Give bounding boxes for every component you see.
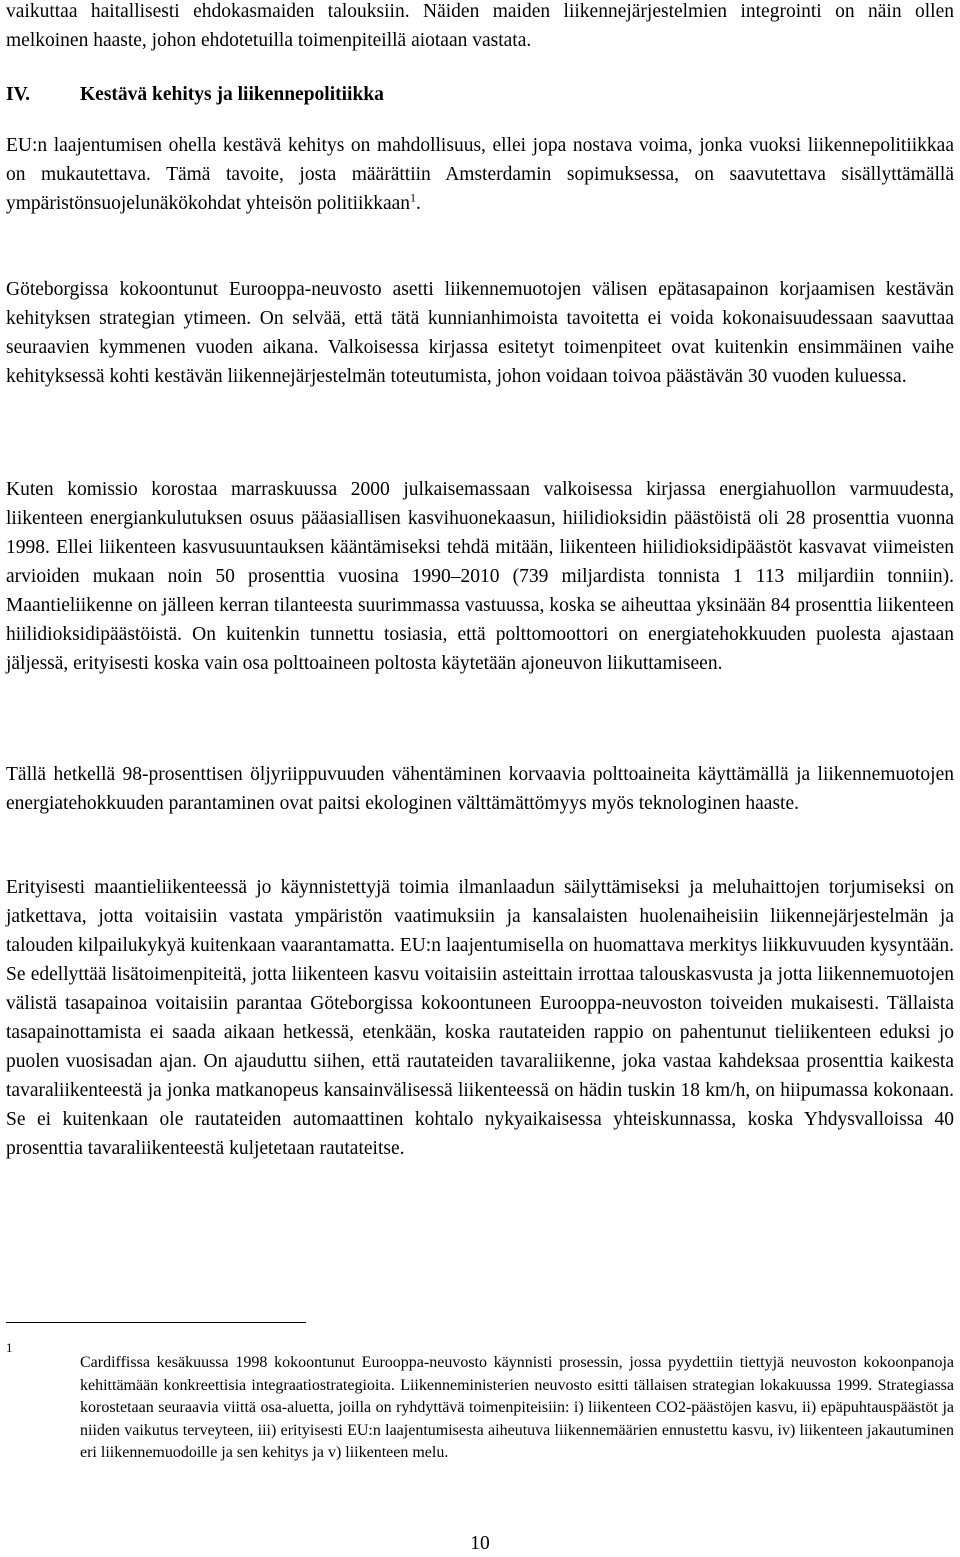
footnote-divider — [6, 1322, 306, 1323]
footnote-text: Cardiffissa kesäkuussa 1998 kokoontunut Eurooppa-neuvosto käynnisti prosessin, jossa pyydettiin tiettyjä neuvoston kokoonpanoja kehittämään konkreettisia integraatiostrategioita. Liikenneministerien neuvosto esitti tällaisen strategian lokakuussa 1999. Strategiassa korostetaan seuraavia viittä osa-aluetta, joilla on ryhdyttävä toimenpiteisiin: i) liikenteen CO2-päästöjen kasvu, ii) epäpuhtauspäästöt ja niiden vaikutus terveyteen, iii) erityisesti EU:n laajentumisesta aiheutuva liikennemäärien ennustettu kasvu, iv) liikenteen jakautuminen eri liikennemuodoille ja sen kehitys ja v) liikenteen melu. — [80, 1354, 954, 1461]
section-heading — [6, 80, 954, 109]
paragraph: Erityisesti maantieliikenteessä jo käynnistettyjä toimia ilmanlaadun säilyttämiseksi ja meluhaittojen torjumiseksi on jatkettava, jotta voitaisiin vastata ympäristön vaatimuksiin ja kansalaisten huolenaiheisiin liikennejärjestelmän ja talouden kilpailukykyä kuitenkaan vaarantamatta. EU:n laajentumisella on huomattava merkitys liikkuvuuden kysyntään. Se edellyttää lisätoimenpiteitä, jotta liikenteen kasvu voitaisiin asteittain irrottaa talouskasvusta ja jotta liikennemuotojen välistä tasapainoa voitaisiin parantaa Göteborgissa kokoontuneen Eurooppa-neuvoston toiveiden mukaisesti. Tällaista tasapainottamista ei saada aikaan hetkessä, etenkään, koska rautateiden rappio on pahentunut tieliikenteen eduksi jo puolen vuosisadan ajan. On ajauduttu siihen, että rautateiden tavaraliikenne, joka vastaa kahdeksaa prosenttia kaikesta tavaraliikenteestä ja jonka matkanopeus kansainvälisessä liikenteessä on hädin tuskin 18 km/h, on hiipumassa kokonaan. Se ei kuitenkaan ole rautateiden automaattinen kohtalo nykyaikaisessa yhteiskunnassa, koska Yhdysvalloissa 40 prosenttia tavaraliikenteestä kuljetetaan rautateitse. — [6, 877, 954, 1159]
paragraph-trailer: . — [416, 193, 421, 214]
paragraph: Göteborgissa kokoontunut Eurooppa-neuvosto asetti liikennemuotojen välisen epätasapainon korjaamisen kestävän kehityksen strategian ytimeen. On selvää, että tätä kunnianhimoista tavoitetta ei voida kokonaisuudessaan saavuttaa seuraavien kymmenen vuoden aikana. Valkoisessa kirjassa esitetyt toimenpiteet ovat kuitenkin ensimmäinen vaihe kehityksessä kohti kestävän liikennejärjestelmän toteutumista, johon voidaan toivoa päästävän 30 vuoden kuluessa. — [6, 279, 954, 387]
footnote-reference[interactable]: 1 — [410, 190, 417, 205]
footnote-number: 1 — [6, 1340, 13, 1355]
paragraph — [6, 131, 954, 218]
page-number: 10 — [470, 1533, 490, 1554]
paragraph-continued: vaikuttaa haitallisesti ehdokasmaiden talouksiin. Näiden maiden liikennejärjestelmien integrointi on näin ollen melkoinen haaste, johon ehdotetuilla toimenpiteillä aiotaan vastata. — [6, 1, 954, 51]
paragraph: Kuten komissio korostaa marraskuussa 2000 julkaisemassaan valkoisessa kirjassa energiahuollon varmuudesta, liikenteen energiankulutuksen osuus pääasiallisen kasvihuonekaasun, hiilidioksidin päästöistä oli 28 prosenttia vuonna 1998. Ellei liikenteen kasvusuuntauksen kääntämiseksi tehdä mitään, liikenteen hiilidioksidipäästöt kasvavat viimeisten arvioiden mukaan noin 50 prosenttia vuosina 1990–2010 (739 miljardista tonnista 1 113 miljardiin tonniin). Maantieliikenne on jälleen kerran tilanteesta suurimmassa vastuussa, koska se aiheuttaa yksinään 84 prosenttia liikenteen hiilidioksidipäästöistä. On kuitenkin tunnettu tosiasia, että polttomoottori on energiatehokkuuden puolesta ajastaan jäljessä, erityisesti koska vain osa polttoaineen poltosta käytetään ajoneuvon liikuttamiseen. — [6, 479, 954, 674]
paragraph: Tällä hetkellä 98-prosenttisen öljyriippuvuuden vähentäminen korvaavia polttoaineita käyttämällä ja liikennemuotojen energiatehokkuuden parantaminen ovat paitsi ekologinen välttämättömyys myös teknologinen haaste. — [6, 764, 954, 814]
section-title: Kestävä kehitys ja liikennepolitiikka — [80, 84, 384, 105]
paragraph-text: EU:n laajentumisen ohella kestävä kehitys on mahdollisuus, ellei jopa nostava voima, jonka vuoksi liikennepolitiikkaa on mukautettava. Tämä tavoite, josta määrättiin Amsterdamin sopimuksessa, on saavutettava sisällyttämällä ympäristönsuojelunäkökohdat yhteisön politiikkaan — [6, 135, 954, 214]
section-number: IV. — [6, 84, 31, 105]
